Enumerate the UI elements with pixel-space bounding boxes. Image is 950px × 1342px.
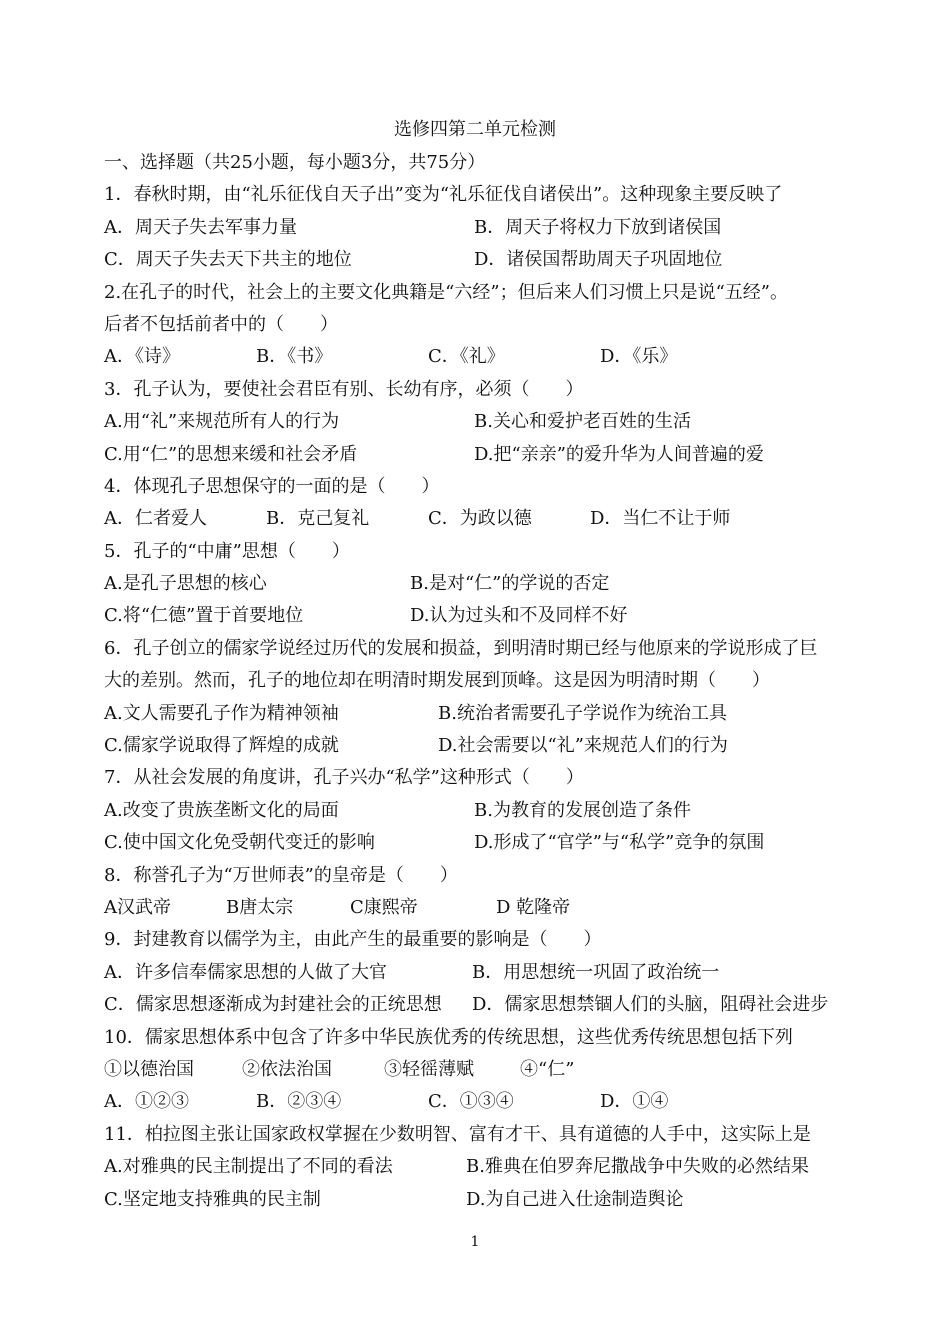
question-stem: 后者不包括前者中的（ ） [104,313,338,335]
answer-option: B．周天子将权力下放到诸侯国 [474,216,722,238]
option-row [104,212,864,244]
page-title: 选修四第二单元检测 [394,119,556,140]
question-stem: 4．体现孔子思想保守的一面的是（ ） [104,475,440,497]
option-row [104,989,864,1021]
option-row [104,406,864,438]
answer-option: B.为教育的发展创造了条件 [474,799,691,821]
option-row [104,730,864,762]
answer-option: C．为政以德 [428,508,532,530]
answer-option: B．用思想统一巩固了政治统一 [472,961,720,983]
question-stem: 8．称誉孔子为“万世师表”的皇帝是（ ） [104,864,458,886]
answer-option: D．儒家思想禁锢人们的头脑，阻碍社会进步 [472,994,829,1016]
section-heading: 一、选择题（共25小题，每小题3分，共75分） [104,152,486,173]
answer-option: C.用“仁”的思想来缓和社会矛盾 [104,443,358,465]
statement-item: ①以德治国 [104,1058,194,1080]
answer-option: D.认为过头和不及同样不好 [410,605,628,627]
option-row [104,1086,864,1118]
answer-option: D.把“亲亲”的爱升华为人间普遍的爱 [474,443,764,465]
answer-option: A．周天子失去军事力量 [104,216,297,238]
answer-option: B唐太宗 [226,896,294,918]
answer-option: B．克己复礼 [266,508,370,530]
option-row [104,827,864,859]
question-stem: 1．春秋时期，由“礼乐征伐自天子出”变为“礼乐征伐自诸侯出”。这种现象主要反映了 [104,184,783,206]
answer-option: B.统治者需要孔子学说作为统治工具 [438,702,727,724]
question-stem: 9．封建教育以儒学为主，由此产生的最重要的影响是（ ） [104,929,602,951]
answer-option: B.是对“仁”的学说的否定 [410,573,610,595]
answer-option: A．许多信奉儒家思想的人做了大官 [104,961,387,983]
answer-option: D．当仁不让于师 [590,508,731,530]
answer-option: A.是孔子思想的核心 [104,573,267,595]
answer-option: C.将“仁德”置于首要地位 [104,605,304,627]
option-row [104,439,864,471]
question-stem: 10．儒家思想体系中包含了许多中华民族优秀的传统思想，这些优秀传统思想包括下列 [104,1026,793,1048]
option-row [104,892,864,924]
answer-option: D.为自己进入仕途制造舆论 [466,1188,684,1210]
option-row [104,698,864,730]
answer-option: C康熙帝 [350,896,418,918]
answer-option: A.用“礼”来规范所有人的行为 [104,411,340,433]
statement-list [104,1054,864,1086]
answer-option: C．①③④ [428,1091,514,1113]
answer-option: C.坚定地支持雅典的民主制 [104,1188,321,1210]
statement-item: ④“仁” [520,1058,575,1080]
question-stem: 7．从社会发展的角度讲，孔子兴办“私学”这种形式（ ） [104,767,584,789]
question-stem: 11．柏拉图主张让国家政权掌握在少数明智、富有才干、具有道德的人手中，这实际上是 [104,1123,811,1145]
answer-option: D 乾隆帝 [496,896,571,918]
answer-option: C.儒家学说取得了辉煌的成就 [104,735,339,757]
statement-item: ③轻徭薄赋 [384,1058,474,1080]
page-number: 1 [470,1234,480,1250]
answer-option: B.雅典在伯罗奔尼撒战争中失败的必然结果 [466,1156,809,1178]
answer-option: A．仁者爱人 [104,508,207,530]
question-stem: 3．孔子认为，要使社会君臣有别、长幼有序，必须（ ） [104,378,584,400]
option-row [104,341,864,373]
answer-option: A．①②③ [104,1091,189,1113]
answer-option: C．儒家思想逐渐成为封建社会的正统思想 [104,994,442,1016]
answer-option: A.文人需要孔子作为精神领袖 [104,702,339,724]
question-stem: 2.在孔子的时代，社会上的主要文化典籍是“六经”；但后来人们习惯上只是说“五经”。 [104,281,788,303]
answer-option: C．周天子失去天下共主的地位 [104,249,352,271]
question-stem: 大的差别。然而，孔子的地位却在明清时期发展到顶峰。这是因为明清时期（ ） [104,670,770,692]
option-row [104,568,864,600]
answer-option: C．《礼》 [428,346,505,368]
answer-option: D.社会需要以“礼”来规范人们的行为 [438,735,728,757]
answer-option: D．《乐》 [600,346,678,368]
option-row [104,957,864,989]
question-stem: 6．孔子创立的儒家学说经过历代的发展和损益，到明清时期已经与他原来的学说形成了巨 [104,637,818,659]
option-row [104,795,864,827]
question-list [104,147,864,1216]
option-row [104,1184,864,1216]
option-row [104,503,864,535]
answer-option: B.关心和爱护老百姓的生活 [474,411,691,433]
question-stem: 5．孔子的“中庸”思想（ ） [104,540,350,562]
option-row [104,1151,864,1183]
answer-option: D．①④ [600,1091,669,1113]
answer-option: C.使中国文化免受朝代变迁的影响 [104,832,375,854]
answer-option: B．《书》 [256,346,333,368]
answer-option: A.对雅典的民主制提出了不同的看法 [104,1156,393,1178]
option-row [104,244,864,276]
answer-option: A.改变了贵族垄断文化的局面 [104,799,339,821]
statement-item: ②依法治国 [242,1058,332,1080]
answer-option: D．诸侯国帮助周天子巩固地位 [474,249,723,271]
option-row [104,600,864,632]
answer-option: D.形成了“官学”与“私学”竞争的氛围 [474,832,765,854]
answer-option: B．②③④ [256,1091,342,1113]
answer-option: A．《诗》 [104,346,180,368]
answer-option: A汉武帝 [104,896,171,918]
